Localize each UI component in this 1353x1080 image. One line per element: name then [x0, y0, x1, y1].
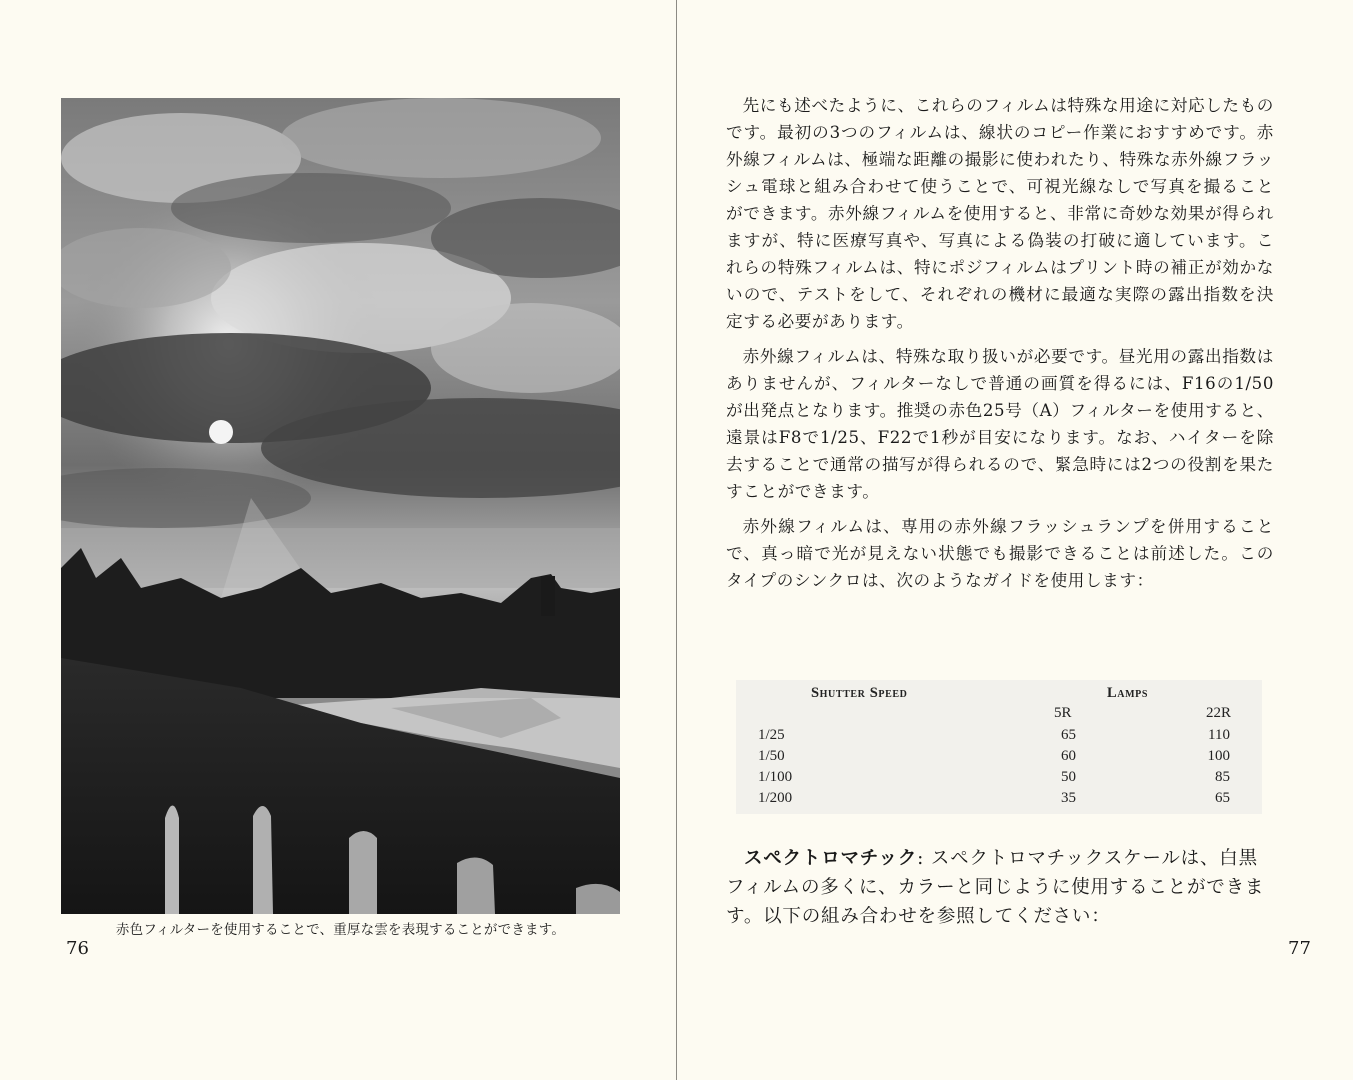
- table-subheader-22r: 22R: [1206, 705, 1232, 721]
- table-row: [736, 790, 1262, 811]
- spectromatic-body: スペクトロマチックスケールは、白黒フィルムの多くに、カラーと同じように使用することができます。以下の組み合わせを参照してください：: [726, 848, 1265, 927]
- table-cell-speed: 1/50: [758, 748, 785, 764]
- sky-photograph: [61, 98, 620, 914]
- table-header-shutter-speed: Shutter Speed: [811, 685, 908, 701]
- table-cell-5r: 50: [1061, 769, 1076, 785]
- table-cell-5r: 65: [1061, 727, 1076, 743]
- page-number-right: 77: [1288, 938, 1311, 959]
- paragraph-infrared-flash: 赤外線フィルムは、専用の赤外線フラッシュランプを併用することで、真っ暗で光が見えない状態でも撮影できることは前述した。このタイプのシンクロは、次のようなガイドを使用します：: [726, 517, 1274, 590]
- table-subheader-5r: 5R: [1054, 705, 1072, 721]
- table-cell-22r: 100: [1207, 748, 1230, 764]
- paragraph-infrared-handling: 赤外線フィルムは、特殊な取り扱いが必要です。昼光用の露出指数はありませんが、フィルターなしで普通の画質を得るには、F16の1/50が出発点となります。推奨の赤色25号（A）フィルターを使用すると、遠景はF8で1/25、F22で1秒が目安になります。なお、ハイターを除去することで通常の描写が得られるので、緊急時には2つの役割を果たすことができます。: [726, 347, 1274, 501]
- right-page: [677, 0, 1353, 1080]
- paragraph-special-films: 先にも述べたように、これらのフィルムは特殊な用途に対応したものです。最初の3つのフィルムは、線状のコピー作業におすすめです。赤外線フィルムは、極端な距離の撮影に使われたり、特殊な赤外線フラッシュ電球と組み合わせて使うことで、可視光線なしで写真を撮ることができます。赤外線フィルムを使用すると、非常に奇妙な効果が得られますが、特に医療写真や、写真による偽装の打破に適しています。これらの特殊フィルムは、特にポジフィルムはプリント時の補正が効かないので、テストをして、それぞれの機材に最適な実際の露出指数を決定する必要があります。: [726, 96, 1274, 331]
- spectromatic-paragraph: [726, 844, 1274, 931]
- page-number-left: 76: [66, 938, 89, 959]
- sky-photograph-image: [61, 98, 620, 914]
- table-cell-22r: 110: [1208, 727, 1230, 743]
- flash-guide-table: [736, 680, 1262, 814]
- table-header-lamps: Lamps: [1107, 685, 1149, 701]
- table-row: [736, 748, 1262, 769]
- table-row: [736, 769, 1262, 790]
- table-row: [736, 727, 1262, 748]
- photo-caption: 赤色フィルターを使用することで、重厚な雲を表現することができます。: [115, 922, 566, 938]
- table-cell-22r: 85: [1215, 769, 1230, 785]
- table-cell-22r: 65: [1215, 790, 1230, 806]
- body-text: [726, 92, 1274, 602]
- table-cell-speed: 1/100: [758, 769, 793, 785]
- table-cell-speed: 1/200: [758, 790, 793, 806]
- left-page: [0, 0, 676, 1080]
- table-cell-5r: 60: [1061, 748, 1076, 764]
- spectromatic-term: スペクトロマチック: [744, 848, 918, 869]
- table-cell-5r: 35: [1061, 790, 1076, 806]
- term-colon: :: [917, 848, 931, 869]
- table-cell-speed: 1/25: [758, 727, 785, 743]
